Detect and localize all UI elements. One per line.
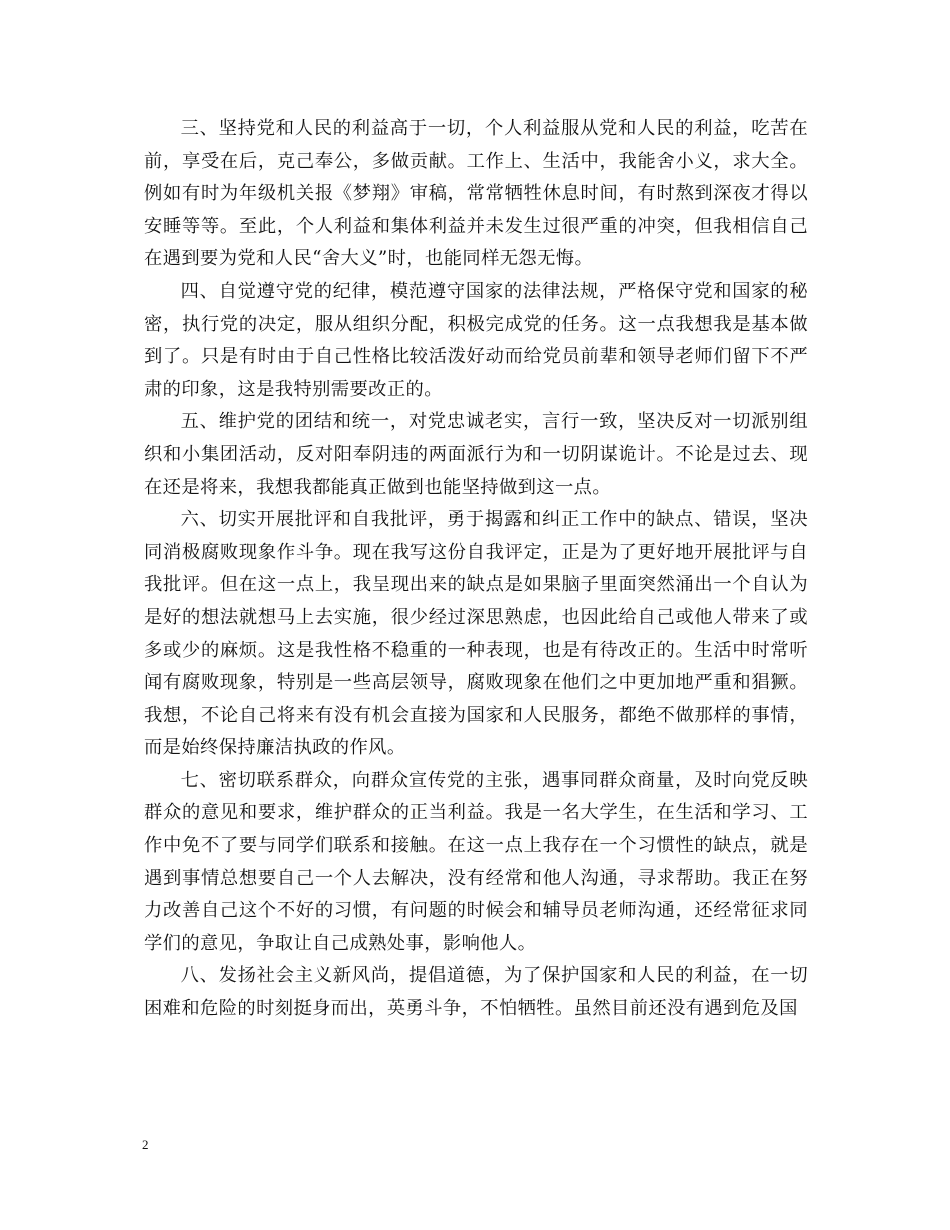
paragraph-4: 四、自觉遵守党的纪律，模范遵守国家的法律法规，严格保守党和国家的秘密，执行党的决定，服从组织分配，积极完成党的任务。这一点我想我是基本做到了。只是有时由于自己性格比较活泼好动而给党员前辈和领导老师们留下不严肃的印象，这是我特别需要改正的。: [144, 280, 808, 400]
document-body: [144, 113, 808, 1026]
paragraph-5: 五、维护党的团结和统一，对党忠诚老实，言行一致，坚决反对一切派别组织和小集团活动，反对阳奉阴违的两面派行为和一切阴谋诡计。不论是过去、现在还是将来，我想我都能真正做到也能坚持做到这一点。: [144, 411, 808, 498]
paragraph-7: 七、密切联系群众，向群众宣传党的主张，遇事同群众商量，及时向党反映群众的意见和要求，维护群众的正当利益。我是一名大学生，在生活和学习、工作中免不了要与同学们联系和接触。在这一点上我存在一个习惯性的缺点，就是遇到事情总想要自己一个人去解决，没有经常和他人沟通，寻求帮助。我正在努力改善自己这个不好的习惯，有问题的时候会和辅导员老师沟通，还经常征求同学们的意见，争取让自己成熟处事，影响他人。: [144, 769, 808, 954]
paragraph-8: 八、发扬社会主义新风尚，提倡道德，为了保护国家和人民的利益，在一切困难和危险的时刻挺身而出，英勇斗争，不怕牺牲。虽然目前还没有遇到危及国: [144, 965, 808, 1020]
paragraph-6: 六、切实开展批评和自我批评，勇于揭露和纠正工作中的缺点、错误，坚决同消极腐败现象作斗争。现在我写这份自我评定，正是为了更好地开展批评与自我批评。但在这一点上，我呈现出来的缺点是如果脑子里面突然涌出一个自认为是好的想法就想马上去实施，很少经过深思熟虑，也因此给自己或他人带来了或多或少的麻烦。这是我性格不稳重的一种表现，也是有待改正的。生活中时常听闻有腐败现象，特别是一些高层领导，腐败现象在他们之中更加地严重和猖獗。我想，不论自己将来有没有机会直接为国家和人民服务，都绝不做那样的事情，而是始终保持廉洁执政的作风。: [144, 509, 808, 759]
paragraph-3: 三、坚持党和人民的利益高于一切，个人利益服从党和人民的利益，吃苦在前，享受在后，克己奉公，多做贡献。工作上、生活中，我能舍小义，求大全。例如有时为年级机关报《梦翔》审稿，常常牺牲休息时间，有时熬到深夜才得以安睡等等。至此，个人利益和集体利益并未发生过很严重的冲突，但我相信自己在遇到要为党和人民“舍大义”时，也能同样无怨无悔。: [144, 118, 808, 270]
page-number: 2: [142, 1137, 149, 1152]
